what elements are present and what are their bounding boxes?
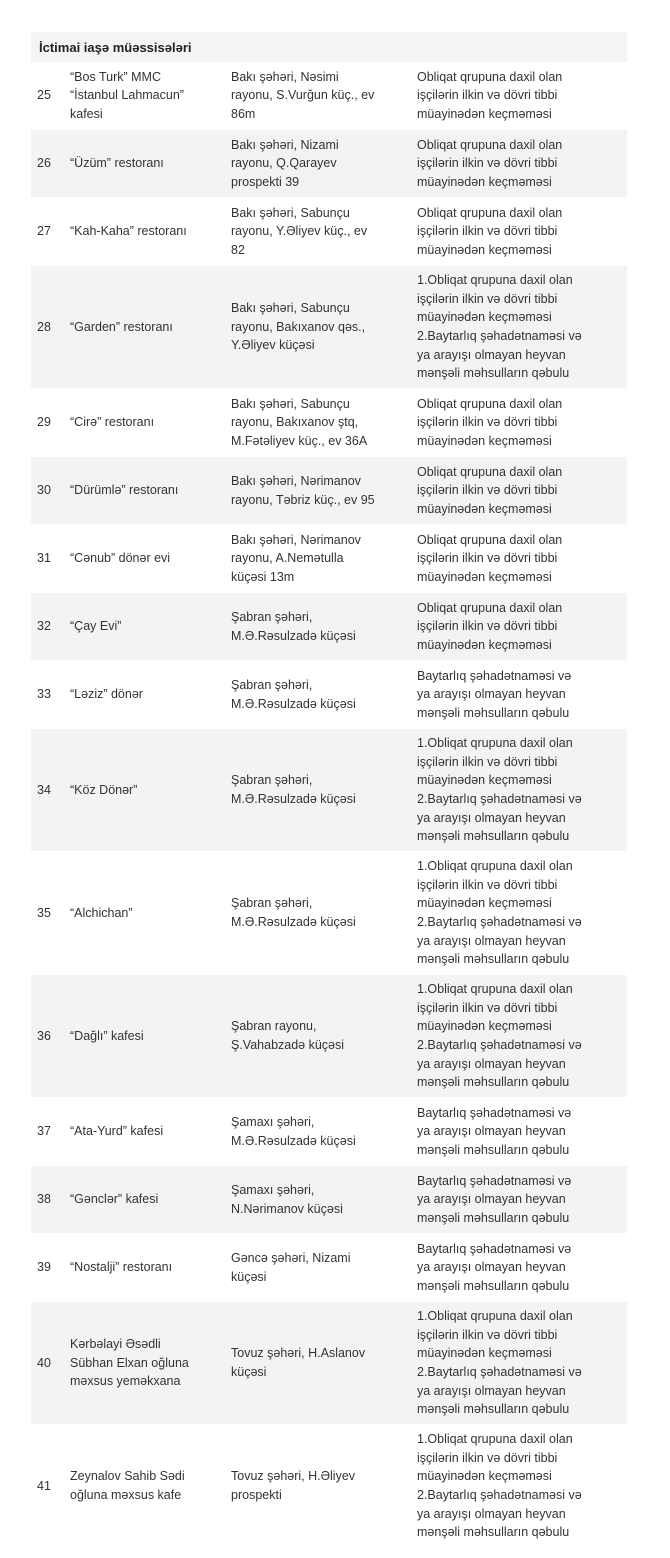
row-number: 27 bbox=[37, 224, 51, 239]
facility-name: “Cirə” restoranı bbox=[70, 415, 155, 430]
table-row bbox=[31, 1166, 627, 1234]
violation-text-cell bbox=[417, 975, 625, 1097]
row-number: 29 bbox=[37, 415, 51, 430]
row-number-cell bbox=[37, 1302, 63, 1424]
facility-address-cell bbox=[231, 1234, 409, 1301]
row-number-cell bbox=[37, 661, 63, 728]
table-row bbox=[31, 593, 627, 661]
table-row bbox=[31, 62, 627, 130]
row-number: 41 bbox=[37, 1478, 51, 1493]
row-number: 37 bbox=[37, 1124, 51, 1139]
table-body bbox=[31, 62, 627, 1548]
violation-text-cell bbox=[417, 1302, 625, 1424]
facility-name-cell bbox=[70, 1166, 220, 1233]
violation-text: 1.Obliqat qrupuna daxil olan işçilərin ilkin və dövri tibbi müayinədən keçməməsi 2.Baytarlıq şəhadətnaməsi və ya arayışı olmayan heyvan mənşəli məhsulların qəbulu bbox=[417, 736, 582, 844]
facility-address-cell bbox=[231, 130, 409, 197]
facility-name: Zeynalov Sahib Sədi oğluna məxsus kafe bbox=[70, 1469, 185, 1502]
row-number-cell bbox=[37, 729, 63, 851]
table-row bbox=[31, 266, 627, 389]
facility-address-cell bbox=[231, 198, 409, 265]
facility-address-cell bbox=[231, 975, 409, 1097]
row-number-cell bbox=[37, 266, 63, 388]
violation-text: Baytarlıq şəhadətnaməsi və ya arayışı olmayan heyvan mənşəli məhsulların qəbulu bbox=[417, 668, 572, 720]
facility-address: Şabran şəhəri, M.Ə.Rəsulzadə küçəsi bbox=[231, 609, 356, 643]
violation-text: 1.Obliqat qrupuna daxil olan işçilərin ilkin və dövri tibbi müayinədən keçməməsi 2.Baytarlıq şəhadətnaməsi və ya arayışı olmayan heyvan mənşəli məhsulların qəbulu bbox=[417, 273, 582, 381]
violation-text: Obliqat qrupuna daxil olan işçilərin ilkin və dövri tibbi müayinədən keçməməsi bbox=[417, 205, 563, 257]
facility-name: “Dürümlə” restoranı bbox=[70, 483, 179, 498]
table-row bbox=[31, 1098, 627, 1166]
table-row bbox=[31, 130, 627, 198]
row-number-cell bbox=[37, 198, 63, 265]
row-number-cell bbox=[37, 852, 63, 974]
row-number: 26 bbox=[37, 156, 51, 171]
table-row bbox=[31, 975, 627, 1098]
violation-text-cell bbox=[417, 1425, 625, 1547]
row-number-cell bbox=[37, 1166, 63, 1233]
violation-text-cell bbox=[417, 130, 625, 197]
facility-address: Tovuz şəhəri, H.Aslanov küçəsi bbox=[231, 1346, 366, 1379]
facility-address: Bakı şəhəri, Sabunçu rayonu, Bakıxanov ştq, M.Fətəliyev küç., ev 36A bbox=[231, 396, 368, 448]
facility-address: Bakı şəhəri, Nərimanov rayonu, A.Nemətulla küçəsi 13m bbox=[231, 532, 361, 584]
row-number-cell bbox=[37, 457, 63, 524]
violation-text-cell bbox=[417, 198, 625, 265]
facility-name-cell bbox=[70, 852, 220, 974]
row-number: 31 bbox=[37, 551, 51, 566]
facility-name-cell bbox=[70, 729, 220, 851]
row-number: 30 bbox=[37, 483, 51, 498]
facility-name-cell bbox=[70, 1234, 220, 1301]
facility-address: Şabran şəhəri, M.Ə.Rəsulzadə küçəsi bbox=[231, 773, 356, 806]
violation-text-cell bbox=[417, 62, 625, 129]
facility-address: Bakı şəhəri, Nəsimi rayonu, S.Vurğun küç., ev 86m bbox=[231, 69, 375, 121]
row-number: 39 bbox=[37, 1260, 51, 1275]
facility-address: Bakı şəhəri, Nizami rayonu, Q.Qarayev prospekti 39 bbox=[231, 137, 339, 189]
row-number: 33 bbox=[37, 687, 51, 702]
facility-address-cell bbox=[231, 389, 409, 456]
facility-name-cell bbox=[70, 266, 220, 388]
row-number-cell bbox=[37, 525, 63, 592]
violation-text-cell bbox=[417, 729, 625, 851]
facility-name: “Üzüm” restoranı bbox=[70, 156, 164, 171]
facility-address-cell bbox=[231, 1098, 409, 1165]
facility-address-cell bbox=[231, 62, 409, 129]
table-row bbox=[31, 852, 627, 975]
row-number-cell bbox=[37, 62, 63, 129]
facility-name: “Gənclər” kafesi bbox=[70, 1192, 159, 1207]
row-number: 40 bbox=[37, 1355, 51, 1370]
facility-address-cell bbox=[231, 457, 409, 524]
violation-text: 1.Obliqat qrupuna daxil olan işçilərin ilkin və dövri tibbi müayinədən keçməməsi 2.Baytarlıq şəhadətnaməsi və ya arayışı olmayan heyvan mənşəli məhsulların qəbulu bbox=[417, 859, 582, 967]
facility-name: “Ləziz” dönər bbox=[70, 687, 143, 702]
facility-name-cell bbox=[70, 62, 220, 129]
table-row bbox=[31, 1302, 627, 1425]
facility-name: “Çay Evi” bbox=[70, 619, 122, 634]
facility-address: Bakı şəhəri, Sabunçu rayonu, Bakıxanov qəs., Y.Əliyev küçəsi bbox=[231, 301, 366, 353]
violation-text: 1.Obliqat qrupuna daxil olan işçilərin ilkin və dövri tibbi müayinədən keçməməsi 2.Baytarlıq şəhadətnaməsi və ya arayışı olmayan heyvan mənşəli məhsulların qəbulu bbox=[417, 1432, 582, 1540]
row-number-cell bbox=[37, 1425, 63, 1547]
row-number: 28 bbox=[37, 319, 51, 334]
table-row bbox=[31, 389, 627, 457]
violation-text-cell bbox=[417, 1234, 625, 1301]
row-number-cell bbox=[37, 593, 63, 660]
facility-name-cell bbox=[70, 457, 220, 524]
table-row bbox=[31, 661, 627, 729]
facility-name: Kərbəlayi Əsədli Sübhan Elxan oğluna məxsus yeməkxana bbox=[70, 1337, 189, 1389]
violation-text: Obliqat qrupuna daxil olan işçilərin ilkin və dövri tibbi müayinədən keçməməsi bbox=[417, 532, 563, 584]
violation-text: Obliqat qrupuna daxil olan işçilərin ilkin və dövri tibbi müayinədən keçməməsi bbox=[417, 396, 563, 448]
violation-text-cell bbox=[417, 852, 625, 974]
facility-name-cell bbox=[70, 1425, 220, 1547]
facility-name-cell bbox=[70, 1098, 220, 1165]
facility-name: “Alchichan” bbox=[70, 905, 133, 920]
facility-name: “Kah-Kaha” restoranı bbox=[70, 224, 187, 239]
facility-name: “Nostalji” restoranı bbox=[70, 1260, 173, 1275]
row-number: 34 bbox=[37, 782, 51, 797]
facility-name: “Bos Turk” MMC “İstanbul Lahmacun” kafesi bbox=[70, 69, 184, 121]
violation-text-cell bbox=[417, 266, 625, 388]
row-number-cell bbox=[37, 130, 63, 197]
facility-address-cell bbox=[231, 1166, 409, 1233]
facility-name-cell bbox=[70, 525, 220, 592]
facility-name-cell bbox=[70, 1302, 220, 1424]
facility-name-cell bbox=[70, 593, 220, 660]
facility-name: “Cənub” dönər evi bbox=[70, 551, 171, 566]
facility-name-cell bbox=[70, 198, 220, 265]
table-row bbox=[31, 525, 627, 593]
violation-text-cell bbox=[417, 389, 625, 456]
facility-address-cell bbox=[231, 852, 409, 974]
row-number: 35 bbox=[37, 905, 51, 920]
facility-address: Şabran şəhəri, M.Ə.Rəsulzadə küçəsi bbox=[231, 896, 356, 929]
violation-text: Baytarlıq şəhadətnaməsi və ya arayışı olmayan heyvan mənşəli məhsulların qəbulu bbox=[417, 1173, 572, 1225]
table-row bbox=[31, 457, 627, 525]
facility-address: Şamaxı şəhəri, M.Ə.Rəsulzadə küçəsi bbox=[231, 1114, 356, 1148]
facility-address: Tovuz şəhəri, H.Əliyev prospekti bbox=[231, 1469, 356, 1502]
facility-name-cell bbox=[70, 975, 220, 1097]
facility-name: “Garden” restoranı bbox=[70, 319, 173, 334]
row-number-cell bbox=[37, 975, 63, 1097]
table-row bbox=[31, 729, 627, 852]
facility-address-cell bbox=[231, 1425, 409, 1547]
facility-name: “Ata-Yurd” kafesi bbox=[70, 1124, 164, 1139]
violation-text: Obliqat qrupuna daxil olan işçilərin ilkin və dövri tibbi müayinədən keçməməsi bbox=[417, 464, 563, 516]
facility-address-cell bbox=[231, 266, 409, 388]
violation-text-cell bbox=[417, 1166, 625, 1233]
violation-text: 1.Obliqat qrupuna daxil olan işçilərin ilkin və dövri tibbi müayinədən keçməməsi 2.Baytarlıq şəhadətnaməsi və ya arayışı olmayan heyvan mənşəli məhsulların qəbulu bbox=[417, 982, 582, 1090]
facility-address-cell bbox=[231, 661, 409, 728]
facility-address: Şabran şəhəri, M.Ə.Rəsulzadə küçəsi bbox=[231, 677, 356, 711]
facility-address-cell bbox=[231, 593, 409, 660]
row-number-cell bbox=[37, 389, 63, 456]
row-number: 38 bbox=[37, 1192, 51, 1207]
row-number-cell bbox=[37, 1098, 63, 1165]
violation-text: Baytarlıq şəhadətnaməsi və ya arayışı olmayan heyvan mənşəli məhsulların qəbulu bbox=[417, 1241, 572, 1293]
violation-text-cell bbox=[417, 525, 625, 592]
facilities-table bbox=[31, 32, 627, 1548]
row-number-cell bbox=[37, 1234, 63, 1301]
facility-address-cell bbox=[231, 525, 409, 592]
facility-address-cell bbox=[231, 729, 409, 851]
facility-address: Gəncə şəhəri, Nizami küçəsi bbox=[231, 1250, 351, 1284]
facility-address: Şamaxı şəhəri, N.Nərimanov küçəsi bbox=[231, 1182, 343, 1216]
facility-address: Bakı şəhəri, Nərimanov rayonu, Təbriz küç., ev 95 bbox=[231, 473, 375, 507]
facility-name-cell bbox=[70, 661, 220, 728]
violation-text-cell bbox=[417, 1098, 625, 1165]
violation-text-cell bbox=[417, 661, 625, 728]
facility-name: “Köz Dönər” bbox=[70, 782, 138, 797]
facility-address: Bakı şəhəri, Sabunçu rayonu, Y.Əliyev küç., ev 82 bbox=[231, 205, 368, 257]
row-number: 32 bbox=[37, 619, 51, 634]
violation-text: Baytarlıq şəhadətnaməsi və ya arayışı olmayan heyvan mənşəli məhsulların qəbulu bbox=[417, 1105, 572, 1157]
violation-text: Obliqat qrupuna daxil olan işçilərin ilkin və dövri tibbi müayinədən keçməməsi bbox=[417, 69, 563, 121]
row-number: 25 bbox=[37, 88, 51, 103]
violation-text: Obliqat qrupuna daxil olan işçilərin ilkin və dövri tibbi müayinədən keçməməsi bbox=[417, 600, 563, 652]
facility-name: “Dağlı” kafesi bbox=[70, 1028, 144, 1043]
facility-address-cell bbox=[231, 1302, 409, 1424]
table-row bbox=[31, 198, 627, 266]
violation-text: 1.Obliqat qrupuna daxil olan işçilərin ilkin və dövri tibbi müayinədən keçməməsi 2.Baytarlıq şəhadətnaməsi və ya arayışı olmayan heyvan mənşəli məhsulların qəbulu bbox=[417, 1309, 582, 1417]
violation-text-cell bbox=[417, 457, 625, 524]
facility-name-cell bbox=[70, 389, 220, 456]
row-number: 36 bbox=[37, 1028, 51, 1043]
table-row bbox=[31, 1234, 627, 1302]
section-title: İctimai iaşə müəssisələri bbox=[31, 32, 627, 62]
violation-text-cell bbox=[417, 593, 625, 660]
violation-text: Obliqat qrupuna daxil olan işçilərin ilkin və dövri tibbi müayinədən keçməməsi bbox=[417, 137, 563, 189]
facility-address: Şabran rayonu, Ş.Vahabzadə küçəsi bbox=[231, 1019, 345, 1052]
facility-name-cell bbox=[70, 130, 220, 197]
table-row bbox=[31, 1425, 627, 1548]
